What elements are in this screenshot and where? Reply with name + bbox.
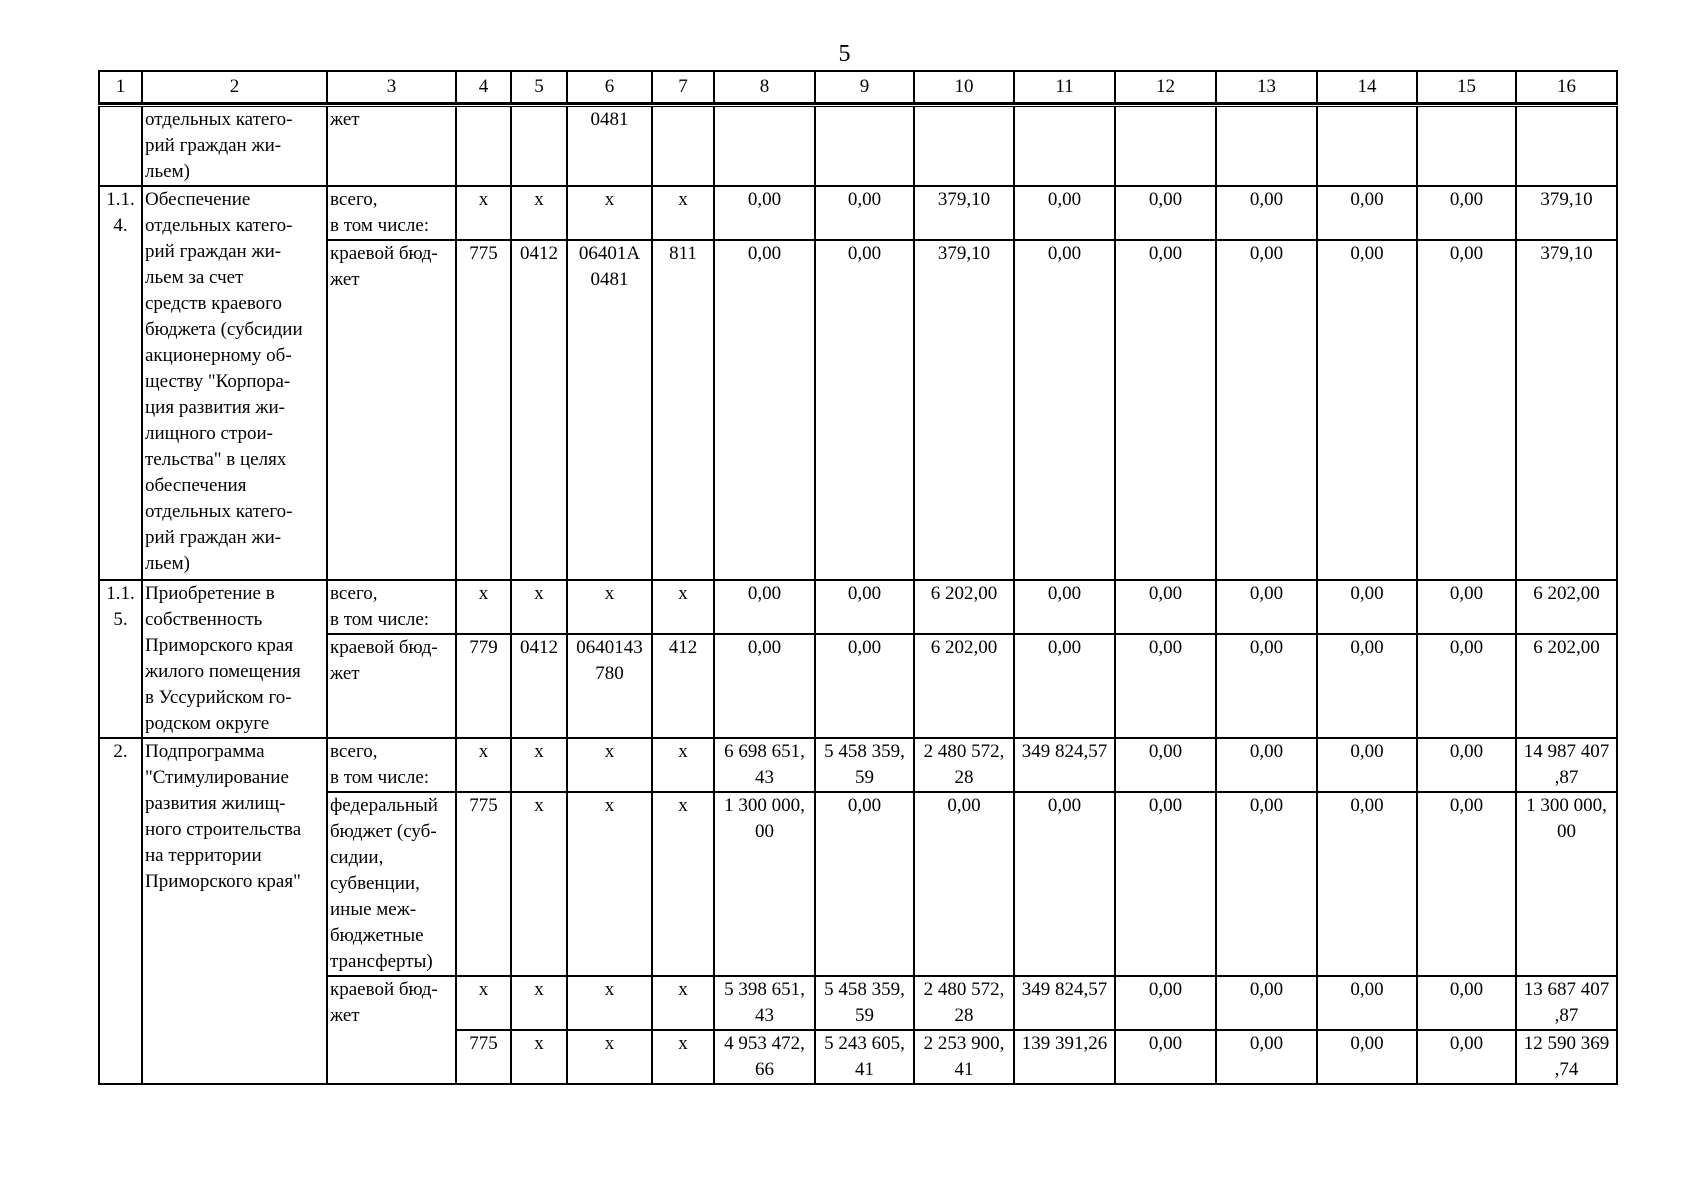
cell-c7: х bbox=[652, 792, 714, 976]
cell-c14: 0,00 bbox=[1317, 580, 1417, 634]
cell-c10: 2 480 572, 28 bbox=[914, 738, 1014, 792]
cell-c7: х bbox=[652, 1030, 714, 1084]
cell-c13: 0,00 bbox=[1216, 976, 1317, 1030]
col-header: 1 bbox=[99, 71, 142, 103]
cell-c9: 5 458 359, 59 bbox=[815, 738, 914, 792]
table-row-continuation bbox=[99, 106, 1617, 187]
cell-source: всего, в том числе: bbox=[327, 580, 456, 634]
cell-c4: х bbox=[456, 186, 511, 240]
col-header: 13 bbox=[1216, 71, 1317, 103]
cell-c15: 0,00 bbox=[1417, 738, 1516, 792]
cell-c6: 0640143 780 bbox=[567, 634, 652, 738]
cell-source: краевой бюд- жет bbox=[327, 240, 456, 580]
cell-c7: х bbox=[652, 976, 714, 1030]
cell-c11: 349 824,57 bbox=[1014, 976, 1115, 1030]
cell-c12: 0,00 bbox=[1115, 1030, 1216, 1084]
cell-c7: 412 bbox=[652, 634, 714, 738]
col-header: 11 bbox=[1014, 71, 1115, 103]
cell-c16: 6 202,00 bbox=[1516, 580, 1617, 634]
cell-c6: х bbox=[567, 792, 652, 976]
cell-c6: х bbox=[567, 186, 652, 240]
table-row bbox=[99, 976, 1617, 1030]
cell-source: краевой бюд- жет bbox=[327, 976, 456, 1084]
cell-c12: 0,00 bbox=[1115, 580, 1216, 634]
cell-c4: 775 bbox=[456, 792, 511, 976]
cell-source: жет bbox=[327, 106, 456, 187]
cell-c12: 0,00 bbox=[1115, 976, 1216, 1030]
cell-c12: 0,00 bbox=[1115, 792, 1216, 976]
cell-c15: 0,00 bbox=[1417, 1030, 1516, 1084]
cell-c16: 12 590 369 ,74 bbox=[1516, 1030, 1617, 1084]
cell-c9: 0,00 bbox=[815, 634, 914, 738]
cell-c10: 2 253 900, 41 bbox=[914, 1030, 1014, 1084]
cell-c5: 0412 bbox=[511, 634, 567, 738]
cell-num bbox=[99, 106, 142, 187]
cell-c9: 0,00 bbox=[815, 792, 914, 976]
col-header: 10 bbox=[914, 71, 1014, 103]
table-row bbox=[99, 186, 1617, 240]
cell-c7: 811 bbox=[652, 240, 714, 580]
cell-c16: 14 987 407 ,87 bbox=[1516, 738, 1617, 792]
cell-c8: 1 300 000, 00 bbox=[714, 792, 815, 976]
cell-c15: 0,00 bbox=[1417, 976, 1516, 1030]
cell-c5: х bbox=[511, 792, 567, 976]
cell-c13: 0,00 bbox=[1216, 634, 1317, 738]
cell-c16: 379,10 bbox=[1516, 186, 1617, 240]
cell-c4: х bbox=[456, 738, 511, 792]
cell-c8: 0,00 bbox=[714, 634, 815, 738]
cell-c12: 0,00 bbox=[1115, 634, 1216, 738]
cell-c14: 0,00 bbox=[1317, 240, 1417, 580]
table-row bbox=[99, 580, 1617, 634]
cell-num: 1.1. 4. bbox=[99, 186, 142, 580]
cell-c13: 0,00 bbox=[1216, 580, 1317, 634]
cell-c8: 0,00 bbox=[714, 186, 815, 240]
table-row bbox=[99, 792, 1617, 976]
cell-c8: 6 698 651, 43 bbox=[714, 738, 815, 792]
cell-c11: 0,00 bbox=[1014, 186, 1115, 240]
cell-c9: 0,00 bbox=[815, 240, 914, 580]
cell-c11: 0,00 bbox=[1014, 580, 1115, 634]
cell-c14: 0,00 bbox=[1317, 634, 1417, 738]
cell-c6: 06401А 0481 bbox=[567, 240, 652, 580]
cell-c10: 6 202,00 bbox=[914, 580, 1014, 634]
cell bbox=[1014, 106, 1115, 187]
col-header: 7 bbox=[652, 71, 714, 103]
col-header: 8 bbox=[714, 71, 815, 103]
cell bbox=[1417, 106, 1516, 187]
cell-c7: х bbox=[652, 738, 714, 792]
table-row bbox=[99, 634, 1617, 738]
cell-name: Обеспечение отдельных катего- рий граждан жи- льем за счет средств краевого бюджета (субсидии акционерному об- ществу "Корпора- ция развития жи- лищного строи- тельства" в целях обеспечения отдельных катего- рий граждан жи- льем) bbox=[142, 186, 327, 580]
cell-c15: 0,00 bbox=[1417, 240, 1516, 580]
cell-c4: 779 bbox=[456, 634, 511, 738]
col-header: 16 bbox=[1516, 71, 1617, 103]
cell-name: отдельных катего- рий граждан жи- льем) bbox=[142, 106, 327, 187]
cell-c16: 379,10 bbox=[1516, 240, 1617, 580]
cell-c13: 0,00 bbox=[1216, 1030, 1317, 1084]
table-row bbox=[99, 738, 1617, 792]
page-number: 5 bbox=[838, 41, 851, 67]
cell-c8: 0,00 bbox=[714, 240, 815, 580]
cell-c7: х bbox=[652, 580, 714, 634]
cell bbox=[456, 106, 511, 187]
cell-c5: х bbox=[511, 186, 567, 240]
cell-name: Приобретение в собственность Приморского края жилого помещения в Уссурийском го- родском округе bbox=[142, 580, 327, 738]
col-header: 12 bbox=[1115, 71, 1216, 103]
cell-num: 1.1. 5. bbox=[99, 580, 142, 738]
col-header: 14 bbox=[1317, 71, 1417, 103]
cell-c16: 6 202,00 bbox=[1516, 634, 1617, 738]
cell bbox=[1516, 106, 1617, 187]
col-header: 2 bbox=[142, 71, 327, 103]
budget-table bbox=[98, 104, 1618, 1085]
cell bbox=[815, 106, 914, 187]
cell-c14: 0,00 bbox=[1317, 976, 1417, 1030]
cell-c12: 0,00 bbox=[1115, 738, 1216, 792]
cell-c13: 0,00 bbox=[1216, 240, 1317, 580]
cell-c9: 0,00 bbox=[815, 186, 914, 240]
cell-c6: х bbox=[567, 1030, 652, 1084]
cell-c13: 0,00 bbox=[1216, 186, 1317, 240]
cell-c9: 5 458 359, 59 bbox=[815, 976, 914, 1030]
col-header: 5 bbox=[511, 71, 567, 103]
cell-c10: 2 480 572, 28 bbox=[914, 976, 1014, 1030]
cell-c9: 5 243 605, 41 bbox=[815, 1030, 914, 1084]
cell-c13: 0,00 bbox=[1216, 792, 1317, 976]
cell-source: федеральный бюджет (суб- сидии, субвенции, иные меж- бюджетные трансферты) bbox=[327, 792, 456, 976]
cell bbox=[511, 106, 567, 187]
column-header-table bbox=[98, 70, 1618, 104]
cell-c15: 0,00 bbox=[1417, 580, 1516, 634]
cell-c11: 0,00 bbox=[1014, 240, 1115, 580]
cell-c14: 0,00 bbox=[1317, 792, 1417, 976]
cell-c4: 775 bbox=[456, 240, 511, 580]
cell-c6: х bbox=[567, 580, 652, 634]
cell-c10: 379,10 bbox=[914, 240, 1014, 580]
cell-c5: х bbox=[511, 580, 567, 634]
cell-c5: 0412 bbox=[511, 240, 567, 580]
col-header: 3 bbox=[327, 71, 456, 103]
column-numbers-row bbox=[99, 71, 1617, 103]
cell-c10: 379,10 bbox=[914, 186, 1014, 240]
cell-c10: 0,00 bbox=[914, 792, 1014, 976]
cell-c15: 0,00 bbox=[1417, 186, 1516, 240]
cell bbox=[1216, 106, 1317, 187]
cell bbox=[914, 106, 1014, 187]
cell-c8: 0,00 bbox=[714, 580, 815, 634]
cell-c6: х bbox=[567, 738, 652, 792]
cell-source: всего, в том числе: bbox=[327, 738, 456, 792]
cell-c4: х bbox=[456, 976, 511, 1030]
cell-c13: 0,00 bbox=[1216, 738, 1317, 792]
cell-c14: 0,00 bbox=[1317, 186, 1417, 240]
cell-source: всего, в том числе: bbox=[327, 186, 456, 240]
cell-c14: 0,00 bbox=[1317, 1030, 1417, 1084]
cell-c10: 6 202,00 bbox=[914, 634, 1014, 738]
cell-c11: 349 824,57 bbox=[1014, 738, 1115, 792]
cell-c15: 0,00 bbox=[1417, 792, 1516, 976]
col-header: 9 bbox=[815, 71, 914, 103]
cell-c15: 0,00 bbox=[1417, 634, 1516, 738]
cell-name: Подпрограмма "Стимулирование развития жилищ- ного строительства на территории Приморского края" bbox=[142, 738, 327, 1084]
cell-c8: 5 398 651, 43 bbox=[714, 976, 815, 1030]
col-header: 6 bbox=[567, 71, 652, 103]
cell-c14: 0,00 bbox=[1317, 738, 1417, 792]
cell bbox=[1115, 106, 1216, 187]
cell bbox=[714, 106, 815, 187]
cell bbox=[1317, 106, 1417, 187]
cell-c5: х bbox=[511, 1030, 567, 1084]
cell-c6: х bbox=[567, 976, 652, 1030]
cell-c16: 13 687 407 ,87 bbox=[1516, 976, 1617, 1030]
cell-c5: х bbox=[511, 976, 567, 1030]
cell-c8: 4 953 472, 66 bbox=[714, 1030, 815, 1084]
cell-c7: х bbox=[652, 186, 714, 240]
table-row bbox=[99, 240, 1617, 580]
cell-c6: 0481 bbox=[567, 106, 652, 187]
cell-c4: 775 bbox=[456, 1030, 511, 1084]
cell-c12: 0,00 bbox=[1115, 186, 1216, 240]
cell-c11: 0,00 bbox=[1014, 792, 1115, 976]
cell-c5: х bbox=[511, 738, 567, 792]
cell-c11: 139 391,26 bbox=[1014, 1030, 1115, 1084]
cell-num: 2. bbox=[99, 738, 142, 1084]
cell-c12: 0,00 bbox=[1115, 240, 1216, 580]
col-header: 15 bbox=[1417, 71, 1516, 103]
cell-source: краевой бюд- жет bbox=[327, 634, 456, 738]
cell-c11: 0,00 bbox=[1014, 634, 1115, 738]
col-header: 4 bbox=[456, 71, 511, 103]
cell-c9: 0,00 bbox=[815, 580, 914, 634]
cell-c16: 1 300 000, 00 bbox=[1516, 792, 1617, 976]
cell bbox=[652, 106, 714, 187]
cell-c4: х bbox=[456, 580, 511, 634]
